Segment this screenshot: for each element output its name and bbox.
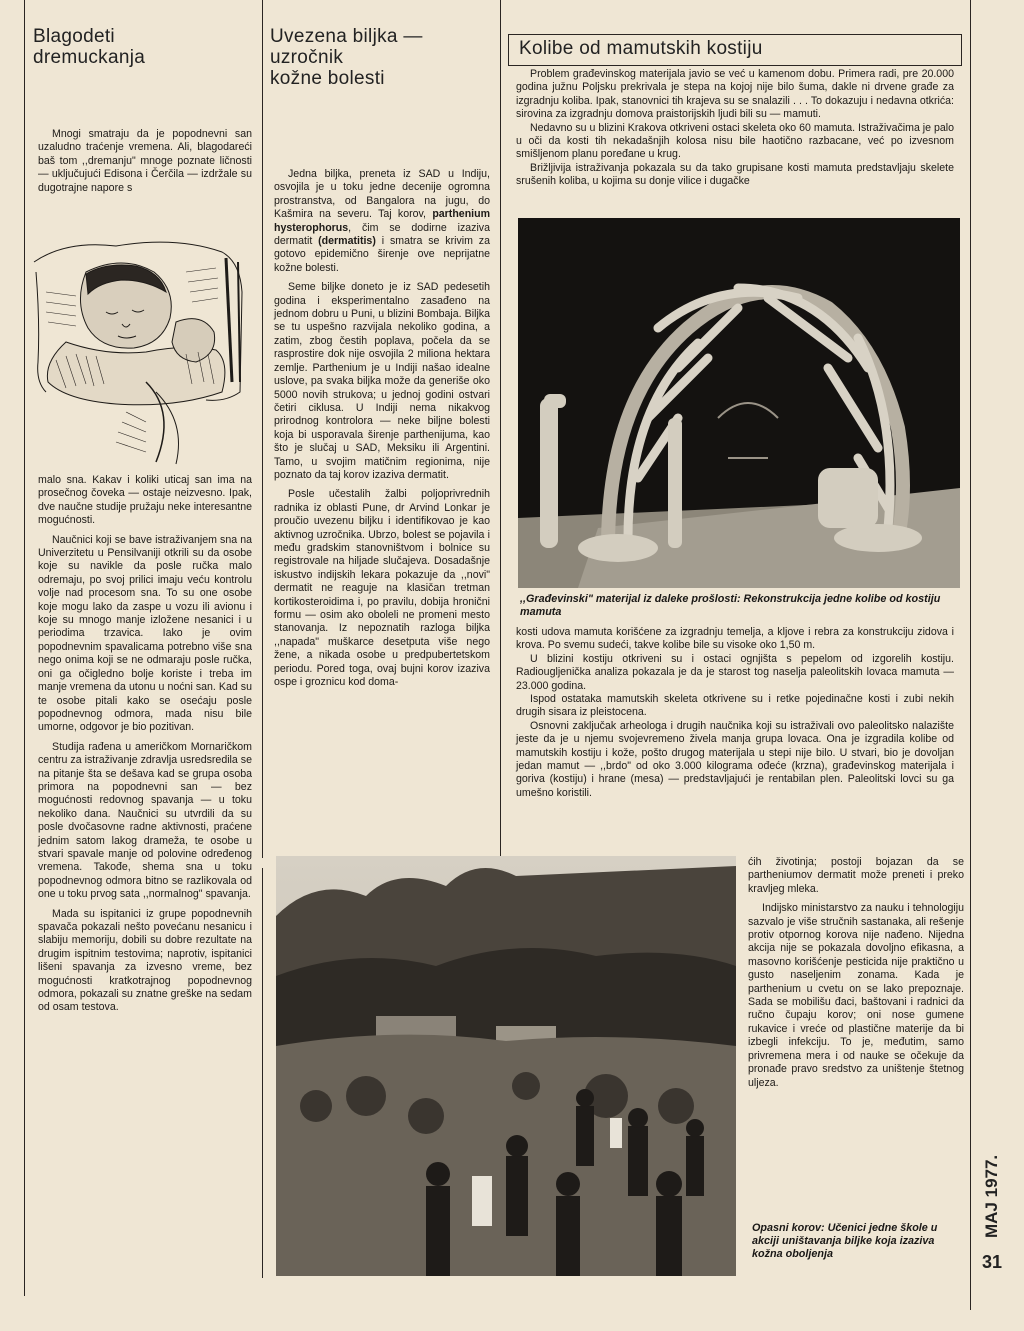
mammoth-hut-photo	[518, 218, 960, 588]
title-line: Uvezena biljka —	[270, 26, 423, 47]
paragraph: Naučnici koji se bave istraživanjem sna na Univerzitetu u Pensilvaniji otkrili su da osobe koje su navikle da posle ručka malo odremaju, po svoj prilici imaju veću kontrolu volje nad procesom sna. To su one osobe koje mogu lako da zaspe u vozu ili avionu i koje su mnogo manje izložene nesanici i u periodima trzavica. Iako je ovim popodnevnim spavalicama potrebno više sna nego onima koji se ne odmaraju posle ručka, oni ga očigledno bolje koriste i treba im manje vremena da utonu u noćni san. Kad su te osobe pitali kako se osećaju posle popodnevnog odmora, mada nisu bile umorne, odgovor je bio pozitivan.	[38, 533, 252, 734]
paragraph: Nedavno su u blizini Krakova otkriveni ostaci skeleta oko 60 mamuta. Istraživačima je palo u oči da kosti tih nekadašnjih kolosa nisu bile haotično razbacane, već po izvesnom smišljenom planu poređane u krug.	[516, 121, 954, 161]
title-line: kožne bolesti	[270, 68, 385, 89]
article-plant-body	[274, 168, 490, 695]
article-title-plant	[270, 26, 495, 89]
paragraph: U blizini kostiju otkriveni su i ostaci ognjišta s pepelom od izgorelih kostiju. Radiougljenička analiza pokazala je da je starost tog naselja paleolitskih lovaca mamuta — 23.000 godina.	[516, 652, 954, 692]
paragraph: malo sna. Kakav i koliki uticaj san ima na prosečnog čoveka — ostaje neizvesno. Ipak, dve naučne studije pružaju neke interesantne mogućnosti.	[38, 474, 252, 527]
article-title-mammoth: Kolibe od mamutskih kostiju	[519, 38, 763, 59]
paragraph	[274, 168, 490, 275]
article-plant-continued	[748, 856, 964, 1096]
column-rule-right	[970, 0, 971, 1310]
title-line: dremuckanja	[33, 47, 146, 68]
column-rule-1	[262, 0, 263, 858]
paragraph: Ispod ostataka mamutskih skeleta otkrivene su i retke pojedinačne kosti i zubi nekih drugih sisara iz pleistocena.	[516, 693, 954, 719]
paragraph: kosti udova mamuta korišćene za izgradnju temelja, a kljove i rebra za konstrukciju zidova i krova. Po svemu sudeći, takve kolibe bile su visoke oko 1,50 m.	[516, 626, 954, 652]
weed-photo-caption: Opasni korov: Učenici jedne škole u akciji uništavanja biljke koja izaziva kožna oboljenja	[752, 1222, 938, 1260]
paragraph: Brižljivija istraživanja pokazala su da tako grupisane kosti mamuta predstavljaju skelete srušenih koliba, u kojima su donje vilice i dugačke	[516, 161, 954, 188]
title-line: Blagodeti	[33, 26, 115, 47]
article-naps-intro	[38, 128, 252, 201]
paragraph: Seme biljke doneto je iz SAD pedesetih godina i eksperimentalno zasađeno na jednom dobru u Puni, u blizini Bombaja. Biljka se tu uspešno razvijala nekoliko godina, a zatim, zbog čestih poplava, počela da se rasprostire dok nije osvojila 2 miliona hektara zemlje. Parthenium je u Indiji našao idealne uslove, pa svaka biljka može da generiše oko 5000 novih strukova; u jednoj godini ostvari četiri ciklusa. U Indiji nema nikakvog prirodnog kontrolora — neke biljne bolesti koja bi usporavala širenje parthenijuma, kao što je slučaj u SAD, Meksiku ili Argentini. Tamo, u svojim matičnim regionima, nije poznato da taj korov izaziva dermatit.	[274, 281, 490, 481]
issue-date: MAJ 1977.	[982, 1154, 1001, 1238]
paragraph: Problem građevinskog materijala javio se već u kamenom dobu. Primera radi, pre 20.000 godina južnu Poljsku prekrivala je stepa na kojoj nije bilo šuma, dakle ni drvene građe za izgradnju koliba. Ipak, stanovnici tih krajeva su se snalazili . . . To dokazuju i nedavna otkrića: sirovina za izgradnju domova praistorijskih ljudi bili su — mamuti.	[516, 68, 954, 121]
article-mammoth-body	[516, 626, 954, 800]
paragraph: ćih životinja; postoji bojazan da se partheniumov dermatit može preneti i preko kravljeg mleka.	[748, 856, 964, 895]
article-title-naps	[33, 26, 253, 68]
text-span: i smatra se krivim za gotovo epidemično širenje ove nepriјatne kožne bolesti.	[274, 235, 490, 274]
text-span-bold: (dermatitis)	[318, 235, 376, 248]
column-rule-2	[500, 0, 501, 858]
students-in-field-photo	[276, 856, 736, 1276]
mammoth-title-box	[508, 34, 962, 66]
paragraph: Studija rađena u američkom Mornaričkom centru za istraživanje zdravlja usredsredila se na pitanje šta se dešava kad se grupa osoba primora na popodnevni san — bez mogućnosti redovnog spavanja — u toku nekoliko dana. Naučnici su utvrdili da su posle dvočasovne radne aktivnosti, praćene jednim satom lakog drameža, te osobe u stvari spavale manje od polovine određenog vremena. Takođe, shema sna u toku popodnevnog odmora bitno se razlikovala od one u toku prvog sata ,,normalnog" spavanja.	[38, 740, 252, 901]
article-naps-body	[38, 474, 252, 1021]
paragraph: Posle učestalih žalbi poljoprivrednih radnika iz oblasti Pune, dr Arvind Lonkar je proučio uvezenu biljku i identifikovao je kao aktivnog uzročnika. Ubrzo, bolest se pojavila i među gradskim stanovništvom i bolnice su registrovale na hiljade slučajeva. Dosadašnje iskustvo indijskih lekara pokazuje da ,,novi" dermatit ne reaguje na klasičan tretman kortikosteroidima i, po pravilu, dobija hronični formu — osim ako oboleli ne promeni mesto stanovanja. Iz nepoznatih razloga biljka ,,napada" muškarce desetputa više nego žene, a nikada osobe u predpubertetskom periodu. Pored toga, ovaj bujni korov izaziva ospe i groznicu kod doma-	[274, 488, 490, 689]
title-line: uzročnik	[270, 47, 344, 68]
page-number: 31	[982, 1252, 1003, 1272]
paragraph: Osnovni zaključak arheologa i drugih naučnika koji su istraživali ovo paleolitsko nalazište jeste da je u njemu svojevremeno živela manja grupa lovaca. Ona je izgradila kolibe od mamutskih kostiju i kože, pošto drugog materijala u stepi nije bilo. U stvari, bio je dovoljan jedan mamut — ,,brdo" od oko 3.000 kilograma ođeće (krzna), građevinskog materijala i goriva (kostiju) i hrane (mesa) — predstavljajući je rentabilan plen. Paleolitski lovci su ga umešno koristili.	[516, 719, 954, 799]
paragraph: Indijsko ministarstvo za nauku i tehnologiju sazvalo je više stručnih sastanaka, ali rešenje protiv otpornog korova nije nađeno. Nijedna akcija nije se pokazala dovoljno efikasna, a masovno korišćenje pesticida nije praktično u gusto naseljenim zonama. Kada je parthenium u cvetu on se lako prepoznaje. Sada se mobilišu đaci, baštovani i radnici da ručno čupaju korov; oni nose gumene rukavice i vreće od plastične materije da bi izbegli infekciju. To je, međutim, samo privremena mera i od nauke se očekuje da pronađe pravo sredstvo za uništenje štetnog uljeza.	[748, 902, 964, 1089]
text-span: Jedna biljka, preneta iz SAD u Indiju, osvojila je u toku jedne decenije ogromna prostranstva, od Bangalora na jugu, do Kašmira na severu. Taj korov,	[274, 168, 490, 221]
text-span-bold: parthenium hysterophorus	[274, 208, 490, 234]
column-rule-bottom-left	[262, 868, 263, 1278]
sleeping-man-illustration	[26, 232, 258, 470]
paragraph: Mada su ispitanici iz grupe popodnevnih spavača pokazali nešto povećanu nesanicu i slabiju memoriju, dobili su dobre rezultate na drugim ispitnim testovima; naprotiv, ispitanici lišeni spavanja za izvesno vreme, bez mogućnosti kratkotrajnog popodnevnog odmora, pokazali su znatne greške na sedam od osam testova.	[38, 907, 252, 1014]
text-span: , čim se dodirne izaziva dermatit	[274, 221, 490, 248]
mammoth-photo-caption: ,,Građevinski" materijal iz daleke prošlosti: Rekonstrukcija jedne kolibe od kostiju mamuta	[520, 593, 941, 618]
column-rule-left	[24, 0, 25, 1296]
paragraph: Mnogi smatraju da je popodnevni san uzaludno traćenje vremena. Ali, blagodareći baš tom ,,dremanju" mnoge poznate ličnosti — uključujući Edisona i Čerčila — izdržale su dugotrajne napore s	[38, 128, 252, 194]
article-mammoth-intro	[516, 68, 954, 189]
